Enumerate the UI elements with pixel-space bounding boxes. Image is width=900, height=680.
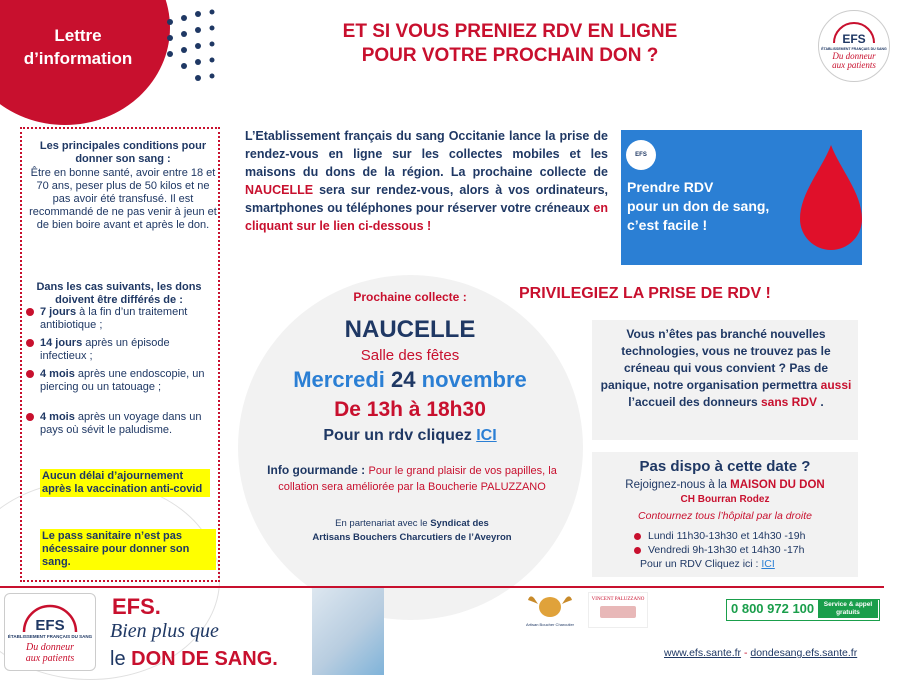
maison-rdv-ici-link[interactable]: ICI xyxy=(761,558,775,570)
deferral-reason: après un épisode infectieux ; xyxy=(40,337,170,362)
maison-rdv-text: Pour un RDV Cliquez ici : xyxy=(640,558,762,570)
intro-text-2: sera sur rendez-vous, alors à vos ordinateurs, smartphones ou téléphones pour réserver votre créneaux xyxy=(245,183,608,215)
title-line-1: ET SI VOUS PRENIEZ RDV EN LIGNE xyxy=(342,21,678,42)
deferral-item xyxy=(40,411,215,437)
rdv-banner-text xyxy=(627,178,827,235)
title-line-2: POUR VOTRE PROCHAIN DON ? xyxy=(361,45,659,66)
phone-number[interactable]: 0 800 972 100 xyxy=(731,601,815,616)
slogan-prefix: le xyxy=(110,648,132,670)
conditions-title: Les principales conditions pour donner son sang : xyxy=(39,140,207,165)
deferral-duration: 14 jours xyxy=(40,337,83,349)
date-number: 24 xyxy=(391,367,416,392)
deferral-reason: à la fin d’un traitement antibiotique ; xyxy=(40,306,188,331)
efs-logo-footer xyxy=(4,593,96,671)
link-separator: - xyxy=(741,647,751,659)
deferral-title: Dans les cas suivants, les dons doivent être différés de : xyxy=(36,281,202,306)
collecte-city: NAUCELLE xyxy=(344,316,476,343)
partner-text: En partenariat avec le xyxy=(335,518,431,529)
rdv-link-text: Pour un rdv cliquez xyxy=(323,427,477,444)
maison-du-don-name: MAISON DU DON xyxy=(730,479,825,491)
badge-line-1: Lettre xyxy=(54,26,102,45)
no-rdv-text xyxy=(600,326,852,411)
no-rdv-text-3: . xyxy=(817,395,824,409)
efs-logo xyxy=(818,10,890,82)
dondesang-site-link[interactable]: dondesang.efs.sante.fr xyxy=(750,647,858,659)
efs-site-link[interactable]: www.efs.sante.fr xyxy=(664,647,742,659)
collecte-hours: De 13h à 18h30 xyxy=(334,398,486,421)
deferral-item xyxy=(40,306,215,332)
decorative-dots-icon xyxy=(162,8,222,118)
paluzzano-logo xyxy=(588,592,648,628)
bullet-icon xyxy=(26,339,34,347)
vaccination-note: Aucun délai d’ajournement après la vaccination anti-covid xyxy=(40,469,210,497)
paluzzano-emblem xyxy=(600,606,636,618)
deferral-item xyxy=(40,337,215,363)
intro-text-1: L’Etablissement français du sang Occitanie lance la prise de rendez-vous en ligne sur les collectes mobiles et les maisons du dons de la région. La prochaine collecte de xyxy=(245,129,608,179)
deferral-item xyxy=(40,368,215,394)
partner-info xyxy=(262,517,562,545)
partner-name-1: Syndicat des xyxy=(430,518,489,529)
collecte-venue: Salle des fêtes xyxy=(360,347,460,364)
efs-mini-logo: EFS xyxy=(626,140,656,170)
ch-name: CH Bourran Rodez xyxy=(680,494,770,505)
rdv-link-line xyxy=(255,427,565,445)
info-gourmande xyxy=(262,462,562,495)
donor-photo xyxy=(312,588,384,675)
bullet-icon xyxy=(634,533,641,540)
no-rdv-text-1: Vous n’êtes pas branché nouvelles technologies, vous ne trouvez pas le créneau qui vous convient ? Pas de panique, notre organisation permettra xyxy=(600,327,831,392)
no-rdv-text-2: l’accueil des donneurs xyxy=(628,395,761,409)
deferral-reason: après un voyage dans un pays où sévit le paludisme. xyxy=(40,411,202,436)
directions-text: Contournez tous l’hôpital par la droite xyxy=(638,510,812,522)
efs-arc-icon xyxy=(820,17,889,47)
intro-paragraph xyxy=(245,127,608,235)
deferral-duration: 4 mois xyxy=(40,411,75,423)
efs-arc-icon xyxy=(6,598,94,634)
date-day: Mercredi xyxy=(293,367,392,392)
footer-divider xyxy=(0,586,884,588)
efs-logo-name: EFS xyxy=(841,32,866,46)
maison-rdv-line xyxy=(640,558,775,570)
deferral-duration: 7 jours xyxy=(40,306,77,318)
efs-logo-name: EFS xyxy=(35,617,65,634)
efs-logo-sub: ÉTABLISSEMENT FRANÇAIS DU SANG xyxy=(7,634,93,639)
efs-logo-tagline-2: aux patients xyxy=(25,653,75,664)
date-month: novembre xyxy=(415,367,527,392)
deferral-reason: après une endoscopie, un piercing ou un tatouage ; xyxy=(40,368,205,393)
privilegiez-heading: PRIVILEGIEZ LA PRISE DE RDV ! xyxy=(519,285,771,302)
rejoignez-label: Rejoignez-nous à la xyxy=(625,479,731,491)
pas-dispo-heading: Pas dispo à cette date ? xyxy=(639,458,811,475)
collecte-date xyxy=(255,367,565,393)
bullet-icon xyxy=(634,547,641,554)
efs-logo-tagline-1: Du donneur xyxy=(832,51,876,61)
no-rdv-highlight-1: aussi xyxy=(820,378,852,392)
bullet-icon xyxy=(26,413,34,421)
paluzzano-name: VINCENT PALUZZANO xyxy=(591,597,645,602)
bullet-icon xyxy=(26,370,34,378)
banner-line-2: pour un don de sang, xyxy=(627,198,770,214)
pass-sanitaire-note: Le pass sanitaire n’est pas nécessaire pour donner son sang. xyxy=(40,529,216,570)
efs-slogan-brand: EFS. xyxy=(112,594,161,619)
intro-town: NAUCELLE xyxy=(245,183,314,197)
banner-line-3: c’est facile ! xyxy=(627,217,708,233)
schedule-item xyxy=(648,544,804,556)
deferral-duration: 4 mois xyxy=(40,368,75,380)
intro-text-3: en cliquant sur le lien ci-dessous ! xyxy=(245,201,608,233)
newsletter-badge-label xyxy=(8,24,148,70)
conditions-text: Être en bonne santé, avoir entre 18 et 70 ans, peser plus de 50 kilos et ne pas avoir été transfusé. Il est recommandé de ne pas venir à jeun et de bien boire avant et après le don. xyxy=(29,167,217,231)
page-title xyxy=(240,20,780,68)
banner-line-1: Prendre RDV xyxy=(627,179,714,195)
phone-tag: Service & appel gratuits xyxy=(818,600,878,618)
rejoignez-text xyxy=(592,479,858,491)
bouchers-caption: Artisan Boucher Charcutier xyxy=(525,622,575,627)
efs-slogan-line-1: Bien plus que xyxy=(110,620,219,642)
no-rdv-highlight-2: sans RDV xyxy=(761,395,818,409)
footer-links xyxy=(664,647,857,659)
schedule-item xyxy=(648,530,805,542)
schedule-text: Vendredi 9h-13h30 et 14h30 -17h xyxy=(648,544,805,556)
schedule-text: Lundi 11h30-13h30 et 14h30 -19h xyxy=(648,530,806,542)
efs-slogan-line-2 xyxy=(110,648,278,671)
badge-line-2: d’information xyxy=(23,49,133,68)
rdv-ici-link[interactable]: ICI xyxy=(476,427,497,444)
efs-logo-tagline-1: Du donneur xyxy=(25,642,75,653)
bouchers-logo xyxy=(524,592,576,630)
gourmande-label: Info gourmande : xyxy=(267,463,369,477)
efs-logo-sub: ÉTABLISSEMENT FRANÇAIS DU SANG xyxy=(821,47,887,51)
efs-logo-tagline-2: aux patients xyxy=(832,60,876,70)
next-collecte-label: Prochaine collecte : xyxy=(353,290,467,304)
partner-name-2: Artisans Bouchers Charcutiers de l’Aveyron xyxy=(312,532,512,543)
bullet-icon xyxy=(26,308,34,316)
gourmande-text: Pour le grand plaisir de vos papilles, la collation sera améliorée par la Boucherie PALUZZANO xyxy=(278,465,557,493)
slogan-bold: DON DE SANG. xyxy=(131,648,278,670)
